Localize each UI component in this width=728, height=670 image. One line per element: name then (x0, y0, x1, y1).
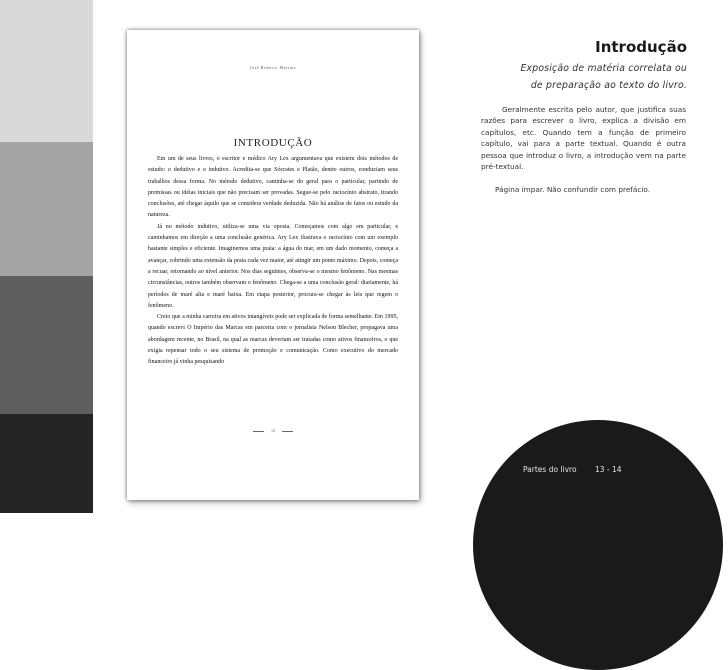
page-paragraph: Já no método indutivo, utiliza-se uma via oposta. Começamos com algo em particular, e caminhamos em direção a uma conclusão genérica. Ary Lex ilustrava o raciocínio com um exemplo bastante simples e eficiente. Imaginemos uma praia: a água do mar, em um dado momento, começa a avançar, cobrindo uma extensão da praia cada vez maior, até atingir um ponto máximo. Depois, começa a recuar, retornando ao nível anterior. Nos dias seguintes, observa-se o mesmo fenômeno. Nas mesmas circunstâncias, outros também observam o fenômeno. Chega-se a uma conclusão geral: diariamente, há períodos de maré alta e maré baixa. Em etapa posterior, procura-se chegar às leis que regem o fenômeno. (148, 223, 398, 309)
book-page-sample (127, 30, 419, 500)
grey-bar-light (0, 0, 93, 142)
section-title: Introdução (595, 38, 687, 56)
chapter-title: INTRODUÇÃO (233, 137, 313, 149)
footer-section: Partes do livro (523, 465, 577, 474)
running-head: José Roberto Martins (249, 65, 297, 70)
section-subtitle (447, 60, 687, 94)
page-text (148, 154, 398, 369)
page-paragraph: Creio que a minha carreira em ativos intangíveis pode ser explicada de forma semelhante. Em 1995, quando escrevi O Império das Marcas em parceria com o jornalista Nelson Blecher, propagava uma abordagem recente, no Brasil, na qual as marcas deveriam ser tratadas como ativos financeiros, o que exigia repensar todo o seu sistema de promoção e comunicação. Como executivo do mercado financeiro já vinha pesquisando (148, 314, 398, 366)
footer (523, 465, 622, 474)
grey-bar-darkest (0, 414, 93, 513)
footer-pages: 13 - 14 (594, 465, 622, 474)
folio-dash-left (253, 431, 264, 432)
page-paragraph: Em um de seus livros, o escritor e médico Ary Lex argumentava que existem dois métodos de estudo: o dedutivo e o indutivo. Acredita-se que Sócrates e Platão, dentre outros, conduziam seus trabalhos dessa forma. No método dedutivo, caminha-se do geral para o particular, partindo de premissas ou idéias iniciais que não precisam ser provadas. Segue-se pelo raciocínio abstrato, tirando conclusões, até chegar àquilo que se considera verdade deduzida. Não há análise de fatos ou estudo da natureza. (148, 156, 398, 219)
subtitle-line-1: Exposição de matéria correlata ou (520, 63, 687, 74)
footer-circle (473, 420, 723, 670)
description-note: Página ímpar. Não confundir com prefácio. (495, 185, 651, 195)
folio-dash-right (282, 431, 293, 432)
subtitle-line-2: de preparação ao texto do livro. (530, 80, 687, 91)
folio-number: 14 (271, 428, 275, 433)
grey-bar-medium (0, 142, 93, 276)
grey-bar-dark (0, 276, 93, 414)
description-text (481, 104, 686, 196)
description-paragraph: Geralmente escrita pelo autor, que justifica suas razões para escrever o livro, explica a divisão em capítulos, etc. Quando tem a função de primeiro capítulo, vai para a parte textual. Quando é outra pessoa que introduz o livro, a introdução vem na parte pré-textual. (481, 105, 686, 172)
page-folio (127, 428, 419, 433)
